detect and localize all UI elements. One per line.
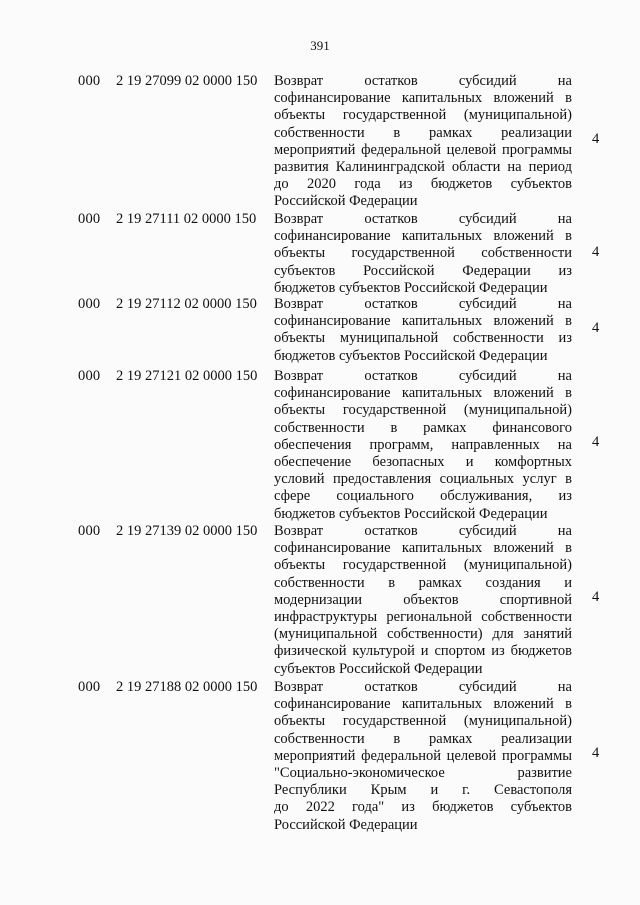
income-description [274,73,572,211]
description-line: софинансирование капитальных вложений в [274,696,572,713]
description-line: объекты государственной (муниципальной) [274,107,572,124]
description-line: собственности в рамках финансового [274,419,572,436]
description-line: бюджетов субъектов Российской Федерации [274,347,548,364]
description-line: Возврат остатков субсидий на [274,296,572,312]
description-line: физической культурой и спортом из бюджетов [274,643,572,660]
budget-classification-code: 2 19 27099 02 0000 150 [116,73,258,89]
reference-mark: 4 [592,589,600,605]
reference-mark: 4 [592,244,600,260]
description-line: субъектов Российской Федерации [274,660,483,677]
income-description [274,679,572,834]
description-line: модернизации объектов спортивной [274,591,572,608]
description-line: Республики Крым и г. Севастополя [274,782,572,799]
description-line: (муниципальной собственности) для занятий [274,626,572,643]
description-line: сфере социального обслуживания, из [274,488,572,505]
description-line: мероприятий федеральной целевой программы [274,747,572,764]
description-line: объекты муниципальной собственности из [274,330,572,347]
description-line: до 2022 года" из бюджетов субъектов [274,799,572,816]
reference-mark: 4 [592,434,600,450]
description-line: Возврат остатков субсидий на [274,368,572,384]
description-line: Возврат остатков субсидий на [274,211,572,227]
budget-classification-code: 2 19 27188 02 0000 150 [116,679,258,695]
description-line: объекты государственной (муниципальной) [274,557,572,574]
admin-code: 000 [78,296,101,312]
description-line: Возврат остатков субсидий на [274,679,572,695]
income-description [274,523,572,678]
admin-code: 000 [78,73,101,89]
admin-code: 000 [78,368,101,384]
description-line: обеспечения программ, направленных на [274,436,572,453]
description-line: инфраструктуры региональной собственности [274,608,572,625]
description-line: собственности в рамках реализации [274,730,572,747]
description-line: условий предоставления социальных услуг в [274,471,572,488]
description-line: объекты государственной собственности [274,245,572,262]
description-line: софинансирование капитальных вложений в [274,228,572,245]
reference-mark: 4 [592,131,600,147]
budget-classification-code: 2 19 27139 02 0000 150 [116,523,258,539]
description-line: собственности в рамках создания и [274,574,572,591]
description-line: бюджетов субъектов Российской Федерации [274,505,548,522]
income-description [274,296,572,365]
description-line: мероприятий федеральной целевой программы [274,141,572,158]
description-line: бюджетов субъектов Российской Федерации [274,279,548,296]
description-line: софинансирование капитальных вложений в [274,313,572,330]
description-line: Возврат остатков субсидий на [274,73,572,89]
budget-classification-code: 2 19 27112 02 0000 150 [116,296,257,312]
description-line: до 2020 года из бюджетов субъектов [274,176,572,193]
description-line: "Социально-экономическое развитие [274,764,572,781]
budget-classification-code: 2 19 27121 02 0000 150 [116,368,258,384]
description-line: собственности в рамках реализации [274,124,572,141]
admin-code: 000 [78,523,101,539]
description-line: Российской Федерации [274,193,418,210]
description-line: объекты государственной (муниципальной) [274,713,572,730]
page-number: 391 [310,38,330,53]
description-line: софинансирование капитальных вложений в [274,385,572,402]
budget-classification-code: 2 19 27111 02 0000 150 [116,211,257,227]
income-description [274,211,572,297]
income-description [274,368,572,523]
reference-mark: 4 [592,320,600,336]
description-line: обеспечение безопасных и комфортных [274,453,572,470]
reference-mark: 4 [592,745,600,761]
description-line: софинансирование капитальных вложений в [274,90,572,107]
description-line: Российской Федерации [274,816,418,833]
description-line: развития Калининградской области на период [274,158,572,175]
description-line: объекты государственной (муниципальной) [274,402,572,419]
admin-code: 000 [78,679,101,695]
description-line: софинансирование капитальных вложений в [274,540,572,557]
description-line: Возврат остатков субсидий на [274,523,572,539]
admin-code: 000 [78,211,101,227]
description-line: субъектов Российской Федерации из [274,262,572,279]
